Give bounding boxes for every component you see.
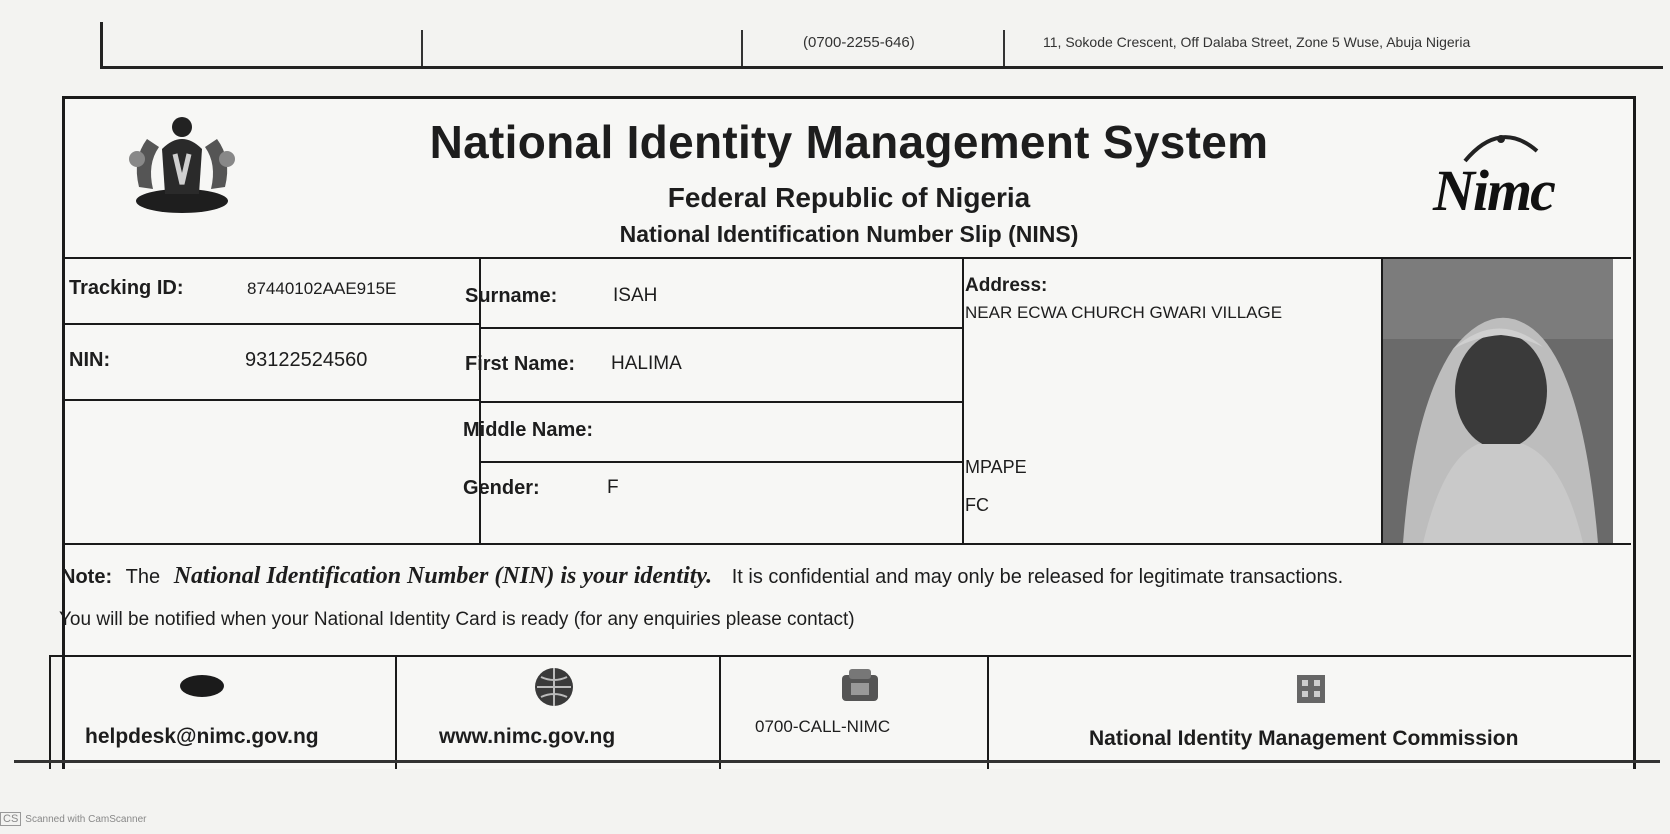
surname-value: ISAH bbox=[613, 285, 658, 306]
tracking-id-label: Tracking ID: bbox=[69, 277, 184, 299]
note-section bbox=[59, 543, 1633, 655]
top-strip-divider bbox=[1003, 30, 1005, 66]
note-line-1 bbox=[61, 563, 1344, 590]
holder-photo bbox=[1383, 259, 1613, 543]
address-line-1: NEAR ECWA CHURCH GWARI VILLAGE bbox=[965, 303, 1283, 322]
email-address[interactable]: helpdesk@nimc.gov.ng bbox=[85, 725, 319, 748]
surname-label: Surname: bbox=[465, 285, 558, 307]
top-strip-divider bbox=[741, 30, 743, 66]
grid-line bbox=[479, 401, 962, 403]
slip-header bbox=[65, 99, 1633, 259]
first-name-value: HALIMA bbox=[611, 353, 682, 374]
grid-line bbox=[65, 323, 479, 325]
grid-line bbox=[962, 257, 964, 543]
grid-line bbox=[479, 461, 962, 463]
grid-line bbox=[479, 327, 962, 329]
building-icon bbox=[1291, 667, 1331, 707]
header-title: National Identity Management System bbox=[429, 116, 1269, 168]
portrait-image bbox=[1383, 259, 1613, 543]
slip-title: National Identification Number Slip (NINS) bbox=[619, 221, 1079, 247]
note-rest: It is confidential and may only be released for legitimate transactions. bbox=[731, 566, 1344, 588]
camscanner-text: Scanned with CamScanner bbox=[25, 814, 147, 825]
camscanner-badge: CS bbox=[0, 812, 21, 826]
scanner-watermark bbox=[0, 812, 146, 826]
address-label: Address: bbox=[965, 275, 1048, 296]
top-strip-divider bbox=[421, 30, 423, 66]
contacts-row bbox=[65, 655, 1633, 769]
email-icon bbox=[177, 673, 227, 699]
phone-number: 0700-CALL-NIMC bbox=[755, 717, 891, 736]
website-link[interactable]: www.nimc.gov.ng bbox=[439, 725, 616, 748]
note-emphasis: National Identification Number (NIN) is your identity. bbox=[173, 563, 713, 589]
nimc-logo-text: Nimc bbox=[1433, 158, 1554, 223]
header-subtitle: Federal Republic of Nigeria bbox=[667, 182, 1031, 213]
address-line-2: MPAPE bbox=[965, 457, 1027, 477]
grid-line bbox=[49, 655, 51, 769]
grid-line bbox=[65, 399, 479, 401]
note-line-2: You will be notified when your National Identity Card is ready (for any enquiries please contact) bbox=[59, 609, 855, 630]
globe-icon bbox=[531, 665, 577, 709]
organization-name: National Identity Management Commission bbox=[1089, 727, 1519, 750]
top-strip-address: 11, Sokode Crescent, Off Dalaba Street, Zone 5 Wuse, Abuja Nigeria bbox=[1043, 34, 1471, 50]
note-prefix: Note: bbox=[61, 566, 113, 588]
phone-icon bbox=[839, 665, 881, 705]
tracking-id-value: 87440102AAE915E bbox=[247, 279, 397, 298]
address-line-3: FC bbox=[965, 495, 989, 515]
gender-value: F bbox=[607, 477, 619, 498]
first-name-label: First Name: bbox=[465, 353, 576, 375]
gender-label: Gender: bbox=[463, 477, 540, 499]
nin-slip bbox=[59, 96, 1636, 769]
top-strip bbox=[100, 22, 1663, 69]
note-the: The bbox=[125, 566, 161, 588]
nin-label: NIN: bbox=[69, 349, 111, 371]
slip-bottom-edge bbox=[14, 760, 1660, 763]
middle-name-label: Middle Name: bbox=[463, 419, 594, 441]
nin-value: 93122524560 bbox=[245, 349, 368, 371]
nimc-logo bbox=[1425, 121, 1565, 231]
top-strip-phone: (0700-2255-646) bbox=[803, 34, 915, 51]
